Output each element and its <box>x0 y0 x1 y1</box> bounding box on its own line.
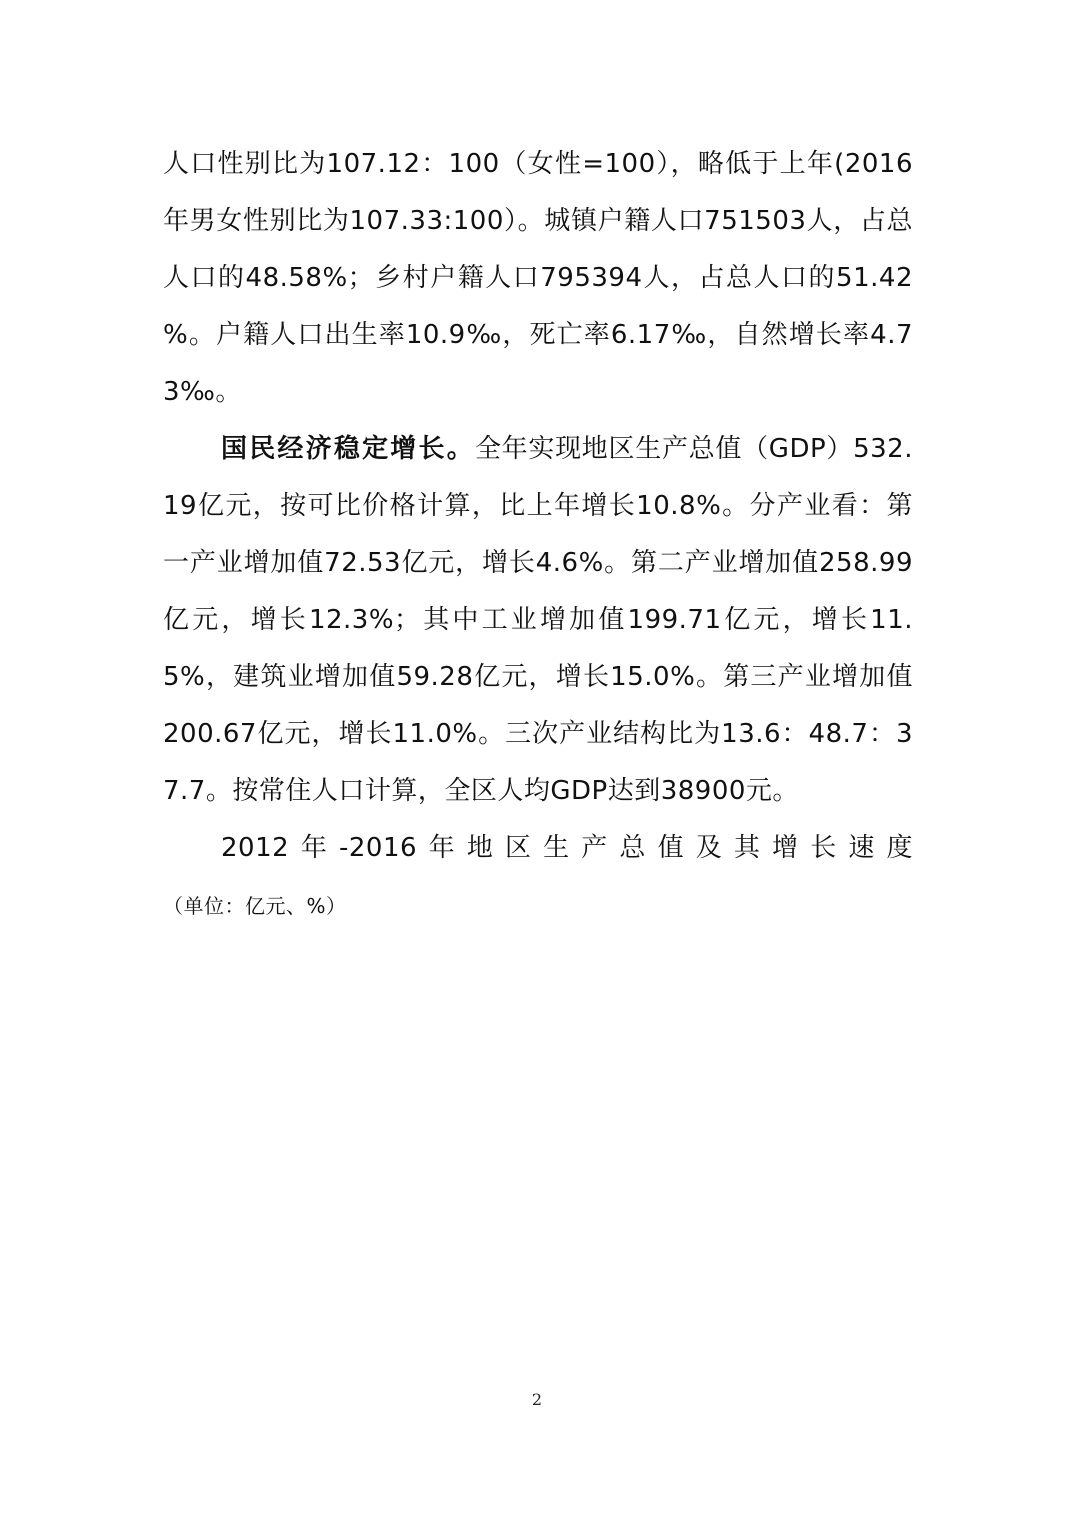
paragraph-gdp-caption <box>163 820 913 935</box>
gdp-caption-unit-note: （单位：亿元、%） <box>163 894 347 918</box>
population-text: 人口性别比为107.12：100（女性=100），略低于上年(2016年男女性别比为107.33:100）。城镇户籍人口751503人，占总人口的48.58%；乡村户籍人口795394人，占总人口的51.42 %。户籍人口出生率10.9‰，死亡率6.17‰，自然增长率4.73‰。 <box>163 149 913 407</box>
paragraph-economy <box>163 421 913 820</box>
gdp-caption-text: 2012年-2016年地区生产总值及其增长速度 <box>221 833 913 863</box>
page-number: 2 <box>531 1390 543 1409</box>
economy-heading: 国民经济稳定增长。 <box>221 434 475 464</box>
document-body <box>163 136 913 935</box>
economy-text: 全年实现地区生产总值（GDP）532.19亿元，按可比价格计算，比上年增长10.8%。分产业看：第一产业增加值72.53亿元，增长4.6%。第二产业增加值258.99亿元，增长12.3%；其中工业增加值199.71亿元，增长11.5%，建筑业增加值59.28亿元，增长15.0%。第三产业增加值200.67亿元，增长11.0%。三次产业结构比为13.6：48.7：37.7。按常住人口计算，全区人均GDP达到38900元。 <box>163 434 913 806</box>
paragraph-population <box>163 136 913 421</box>
